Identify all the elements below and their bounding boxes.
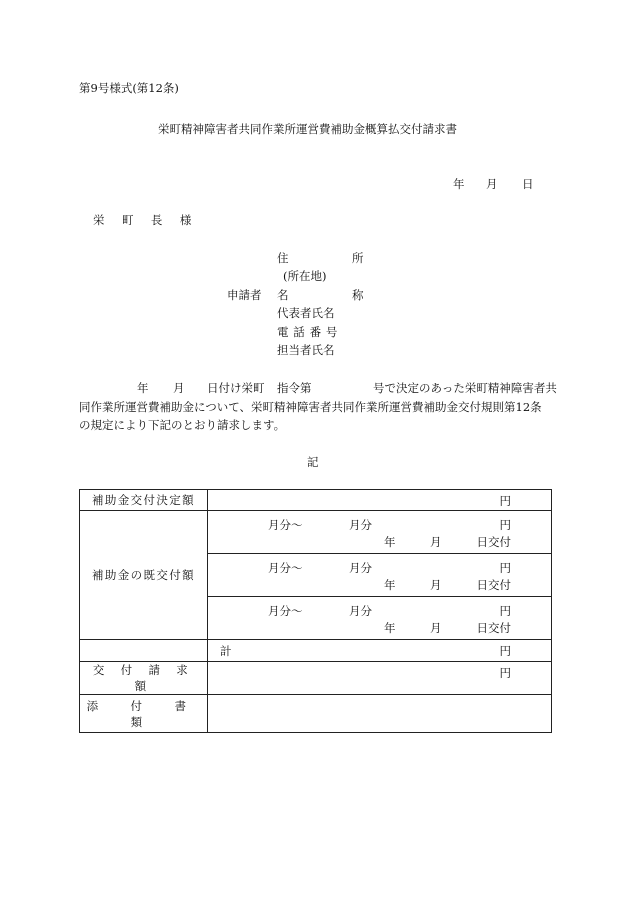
- date-month: 月: [486, 177, 498, 191]
- ki-heading: 記: [307, 455, 319, 469]
- to-month: 月分: [349, 604, 372, 618]
- yen-unit: 円: [499, 666, 511, 680]
- prior-row-2: [208, 554, 552, 597]
- issue-day: 日交付: [476, 578, 511, 592]
- decision-amount-label: 補助金交付決定額: [80, 490, 208, 511]
- date-day: 日: [522, 177, 534, 191]
- body-month: 月: [173, 381, 185, 395]
- prior-label-tail: [80, 640, 208, 662]
- prior-row-1: [208, 511, 552, 554]
- prior-amount-label: 補助金の既交付額: [80, 511, 208, 640]
- address-label: 住 所: [277, 251, 394, 265]
- from-month: 月分〜: [268, 518, 303, 532]
- addressee: 栄 町 長 様: [93, 213, 199, 227]
- total-label: 計: [220, 644, 232, 658]
- total-row: [208, 640, 552, 662]
- issue-year: 年: [384, 621, 396, 635]
- to-month: 月分: [349, 518, 372, 532]
- from-month: 月分〜: [268, 604, 303, 618]
- issue-day: 日交付: [476, 621, 511, 635]
- attachments-cell: [208, 695, 552, 733]
- body-line2: 同作業所運営費補助金について、栄町精神障害者共同作業所運営費補助金交付規則第12条: [79, 400, 542, 414]
- request-amount-cell: [208, 662, 552, 695]
- request-table: [79, 489, 552, 733]
- applicant-location-label: (所在地): [283, 269, 327, 283]
- yen-unit: 円: [499, 518, 511, 532]
- yen-unit: 円: [499, 561, 511, 575]
- contact-label: 担当者氏名: [277, 343, 335, 357]
- document-title: 栄町精神障害者共同作業所運営費補助金概算払交付請求書: [158, 122, 457, 136]
- body-year: 年: [137, 381, 149, 395]
- prior-row-3: [208, 597, 552, 640]
- phone-label: 電 話 番 号: [277, 325, 338, 339]
- issue-month: 月: [430, 621, 442, 635]
- body-line1-rest: 号で決定のあった栄町精神障害者共: [373, 381, 557, 395]
- representative-label: 代表者氏名: [277, 306, 335, 320]
- body-date-ref: 日付け栄町: [207, 381, 265, 395]
- issue-day: 日交付: [476, 535, 511, 549]
- from-month: 月分〜: [268, 561, 303, 575]
- date-year: 年: [453, 177, 465, 191]
- body-order-no: 指令第: [277, 381, 312, 395]
- applicant-address-label: [277, 250, 394, 266]
- issue-year: 年: [384, 535, 396, 549]
- applicant-label: 申請者: [227, 288, 262, 302]
- yen-unit: 円: [499, 604, 511, 618]
- issue-year: 年: [384, 578, 396, 592]
- decision-amount-cell: [208, 490, 552, 511]
- body-line3: の規定により下記のとおり請求します。: [79, 418, 286, 432]
- request-amount-label: 交 付 請 求 額: [80, 662, 208, 695]
- yen-unit: 円: [499, 494, 511, 508]
- applicant-name-label: 名 称: [277, 288, 394, 302]
- form-number: 第9号様式(第12条): [79, 81, 179, 95]
- issue-month: 月: [430, 578, 442, 592]
- attachments-label: 添 付 書 類: [80, 695, 208, 733]
- to-month: 月分: [349, 561, 372, 575]
- issue-month: 月: [430, 535, 442, 549]
- yen-unit: 円: [499, 644, 511, 658]
